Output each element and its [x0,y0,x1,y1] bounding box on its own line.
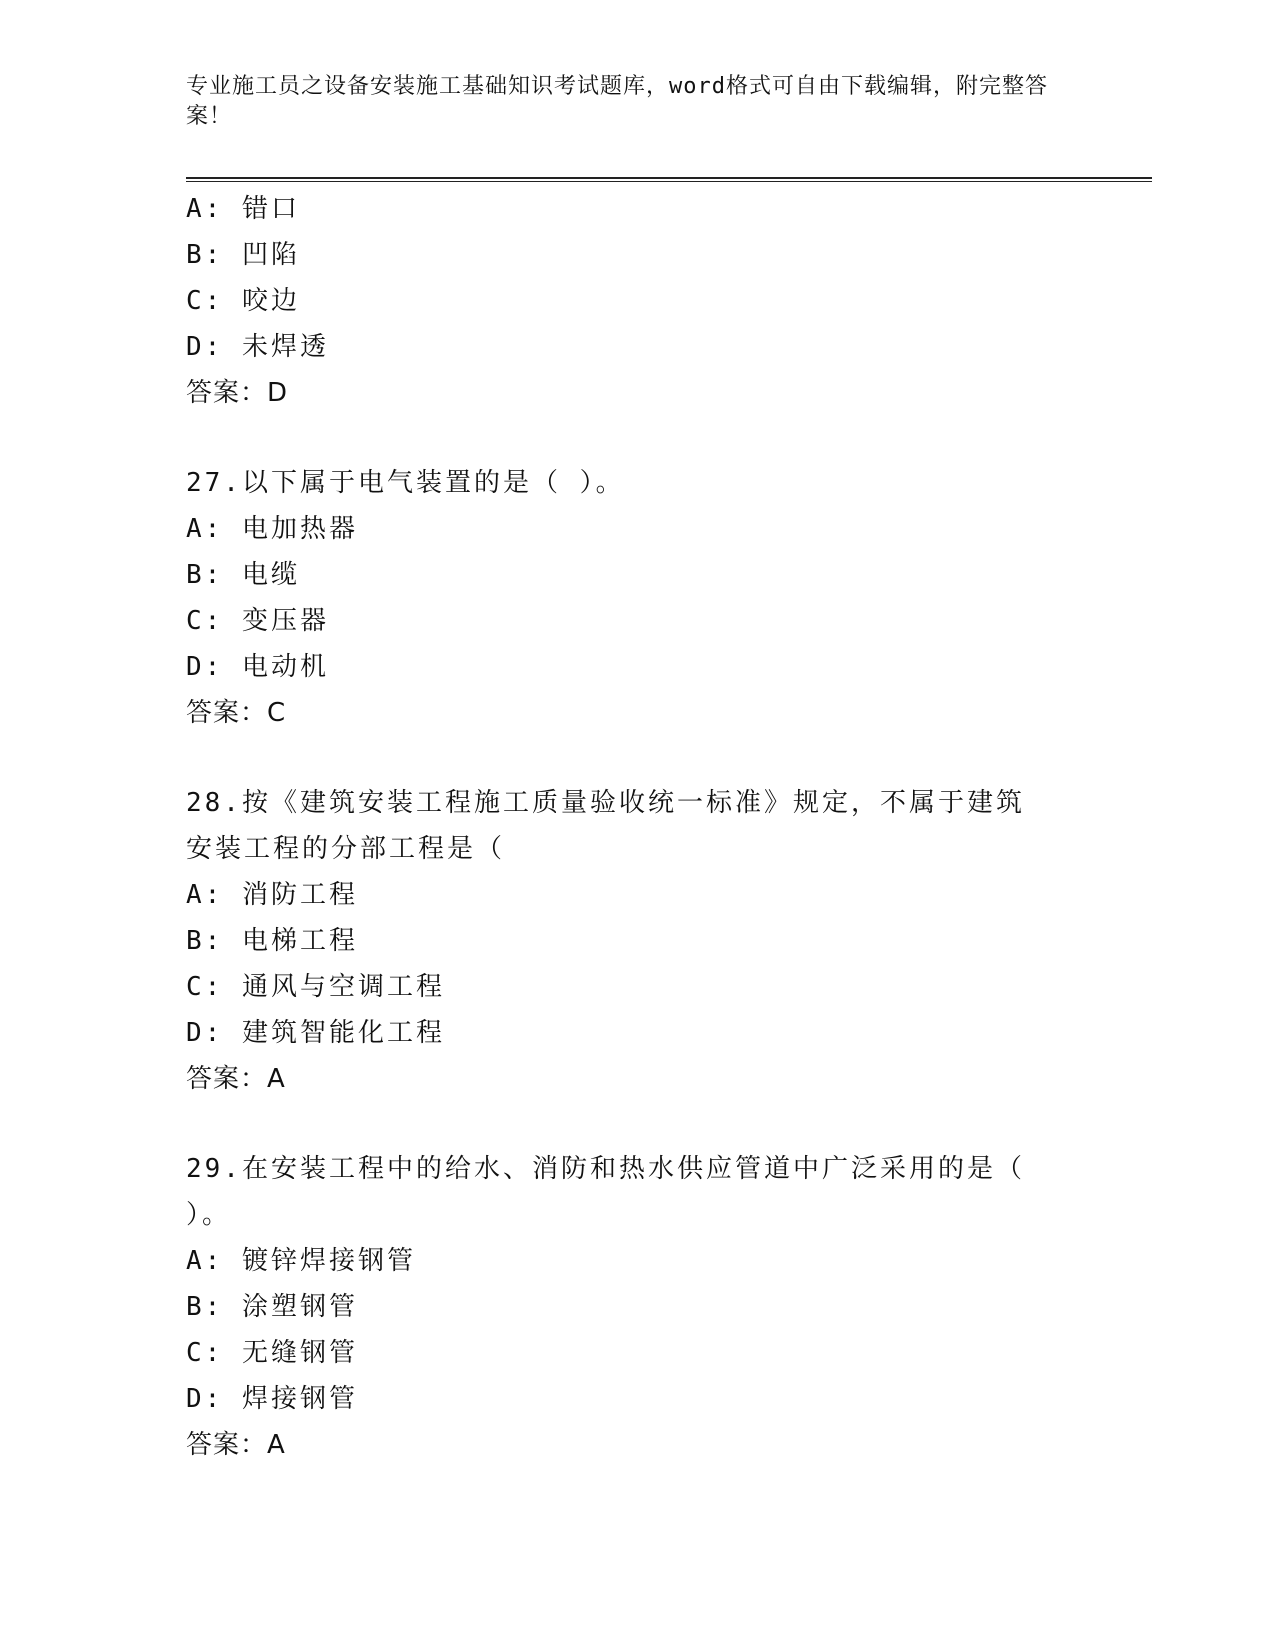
header-divider [186,177,1152,182]
option-d: D: 建筑智能化工程 [186,1018,445,1048]
option-d: D: 焊接钢管 [186,1384,358,1414]
option-b: B: 涂塑钢管 [186,1292,358,1322]
answer-line: 答案：D [186,378,289,408]
question-block-28 [186,780,1086,1102]
question-block-29 [186,1146,1086,1468]
spacer [186,1102,1086,1146]
option-a: A: 电加热器 [186,514,358,544]
option-c: C: 通风与空调工程 [186,972,445,1002]
question-block-27 [186,460,1086,736]
option-b: B: 凹陷 [186,240,300,270]
option-a: A: 消防工程 [186,880,358,910]
answer-line: 答案：A [186,1430,286,1460]
spacer [186,416,1086,460]
option-c: C: 变压器 [186,606,329,636]
answer-line: 答案：A [186,1064,286,1094]
document-header: 专业施工员之设备安装施工基础知识考试题库，word格式可自由下载编辑，附完整答案！ [186,74,1048,129]
option-a: A: 错口 [186,194,300,224]
option-c: C: 无缝钢管 [186,1338,358,1368]
answer-line: 答案：C [186,698,287,728]
question-list [186,186,1086,1468]
option-b: B: 电梯工程 [186,926,358,956]
question-stem: 28.按《建筑安装工程施工质量验收统一标准》规定，不属于建筑安装工程的分部工程是（ [186,788,1025,864]
spacer [186,736,1086,780]
question-stem: 29.在安装工程中的给水、消防和热水供应管道中广泛采用的是（ ）。 [186,1154,1025,1230]
option-c: C: 咬边 [186,286,300,316]
question-block-26 [186,186,1086,416]
option-d: D: 未焊透 [186,332,329,362]
option-d: D: 电动机 [186,652,329,682]
option-b: B: 电缆 [186,560,300,590]
question-stem: 27.以下属于电气装置的是（ ）。 [186,468,625,498]
option-a: A: 镀锌焊接钢管 [186,1246,416,1276]
